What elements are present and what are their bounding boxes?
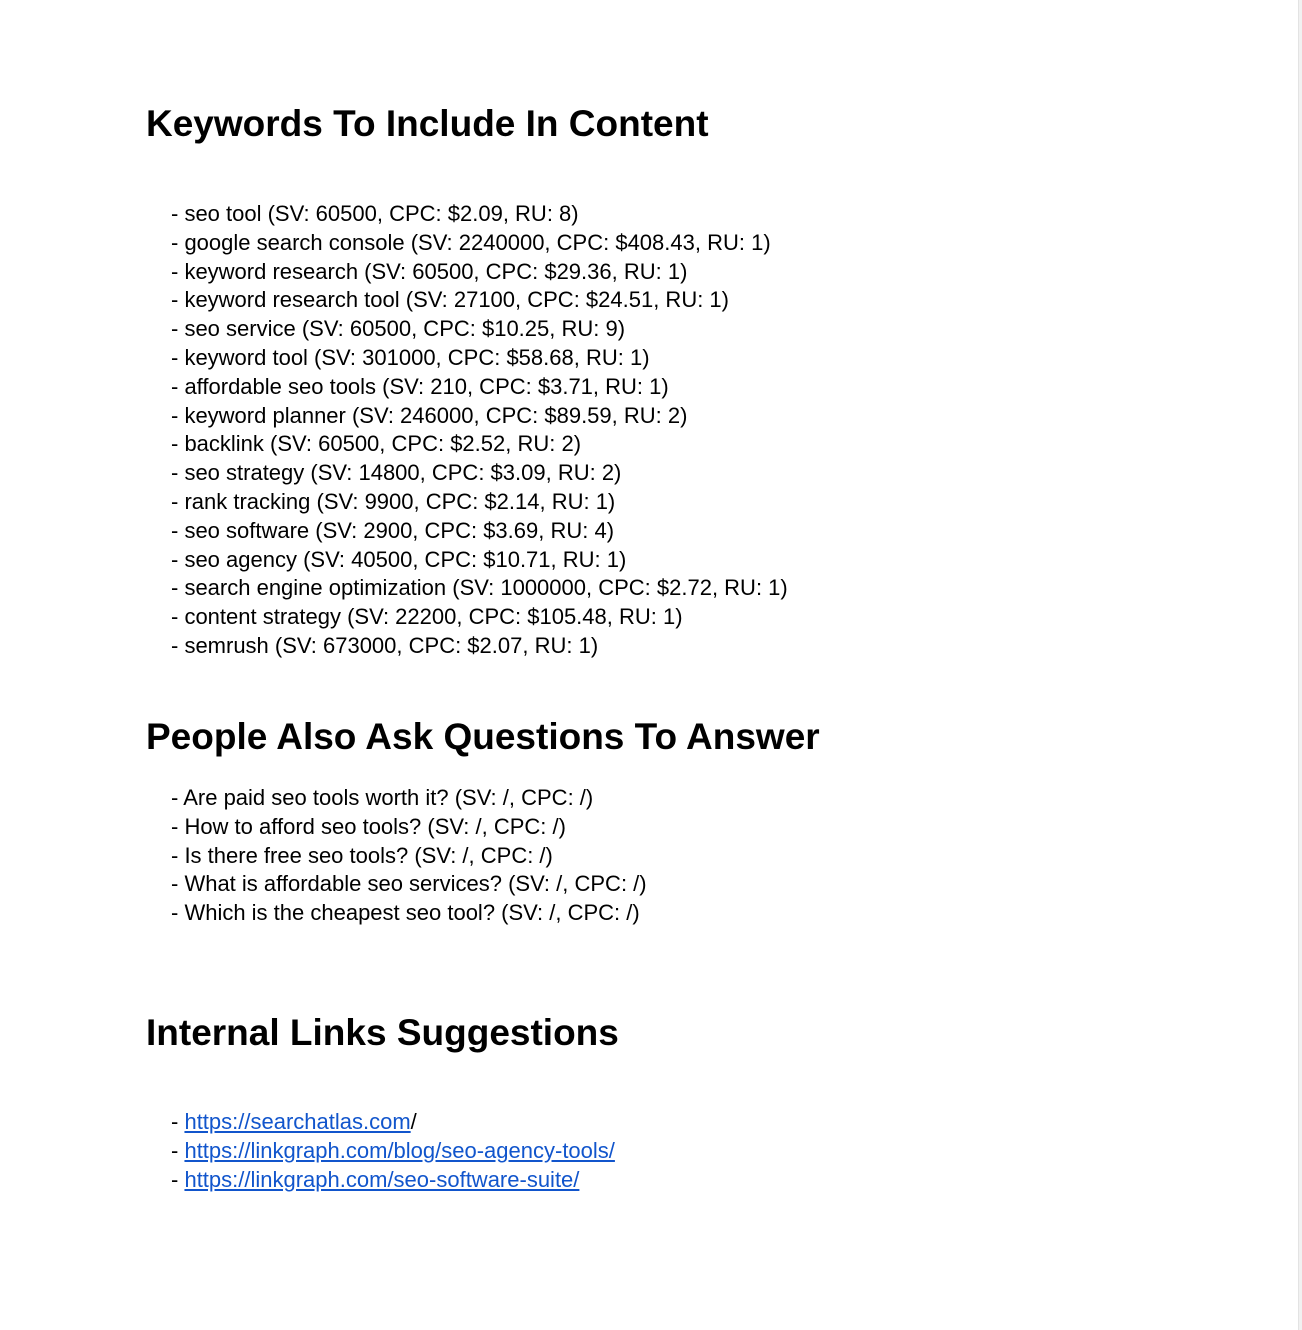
keyword-item: - keyword research tool (SV: 27100, CPC: $24.51, RU: 1) <box>171 287 729 313</box>
link-item <box>171 1166 615 1195</box>
keyword-item: - semrush (SV: 673000, CPC: $2.07, RU: 1) <box>171 632 599 658</box>
link-item <box>171 1137 615 1166</box>
link-item <box>171 1108 615 1137</box>
internal-link-searchatlas[interactable]: https://searchatlas.com <box>184 1109 411 1134</box>
people-also-ask-heading: People Also Ask Questions To Answer <box>146 716 820 757</box>
question-item: - What is affordable seo services? (SV: /, CPC: /) <box>171 871 647 897</box>
keyword-item: - keyword research (SV: 60500, CPC: $29.36, RU: 1) <box>171 258 688 284</box>
keyword-item: - rank tracking (SV: 9900, CPC: $2.14, RU: 1) <box>171 488 616 514</box>
link-suffix: / <box>410 1109 417 1134</box>
keyword-item: - seo service (SV: 60500, CPC: $10.25, RU: 9) <box>171 316 626 342</box>
link-bullet: - <box>171 1109 185 1134</box>
keyword-item: - seo tool (SV: 60500, CPC: $2.09, RU: 8) <box>171 201 579 226</box>
internal-links-list <box>171 1108 615 1194</box>
internal-link-seo-agency-tools[interactable]: https://linkgraph.com/blog/seo-agency-tools/ <box>184 1137 615 1163</box>
keyword-item: - keyword tool (SV: 301000, CPC: $58.68, RU: 1) <box>171 344 650 370</box>
keyword-item: - backlink (SV: 60500, CPC: $2.52, RU: 2) <box>171 431 582 457</box>
keyword-item: - seo strategy (SV: 14800, CPC: $3.09, RU: 2) <box>171 460 622 486</box>
question-item: - How to afford seo tools? (SV: /, CPC: /) <box>171 813 566 839</box>
keyword-item: - affordable seo tools (SV: 210, CPC: $3.71, RU: 1) <box>171 373 669 399</box>
keyword-item: - keyword planner (SV: 246000, CPC: $89.59, RU: 2) <box>171 402 688 428</box>
people-also-ask-list <box>171 784 647 928</box>
keyword-item: - seo software (SV: 2900, CPC: $3.69, RU: 4) <box>171 517 615 543</box>
keyword-item: - search engine optimization (SV: 1000000, CPC: $2.72, RU: 1) <box>171 575 788 601</box>
keywords-list <box>171 200 788 661</box>
internal-links-heading: Internal Links Suggestions <box>146 1012 619 1053</box>
keyword-item: - google search console (SV: 2240000, CPC: $408.43, RU: 1) <box>171 229 771 255</box>
question-item: - Are paid seo tools worth it? (SV: /, CPC: /) <box>171 785 594 810</box>
link-bullet: - <box>171 1166 185 1192</box>
internal-link-seo-software-suite[interactable]: https://linkgraph.com/seo-software-suite/ <box>184 1166 580 1192</box>
keywords-heading: Keywords To Include In Content <box>146 103 709 144</box>
keyword-item: - content strategy (SV: 22200, CPC: $105.48, RU: 1) <box>171 604 683 630</box>
question-item: - Which is the cheapest seo tool? (SV: /, CPC: /) <box>171 900 640 926</box>
link-bullet: - <box>171 1137 185 1163</box>
question-item: - Is there free seo tools? (SV: /, CPC: /) <box>171 842 553 868</box>
keyword-item: - seo agency (SV: 40500, CPC: $10.71, RU: 1) <box>171 546 627 572</box>
